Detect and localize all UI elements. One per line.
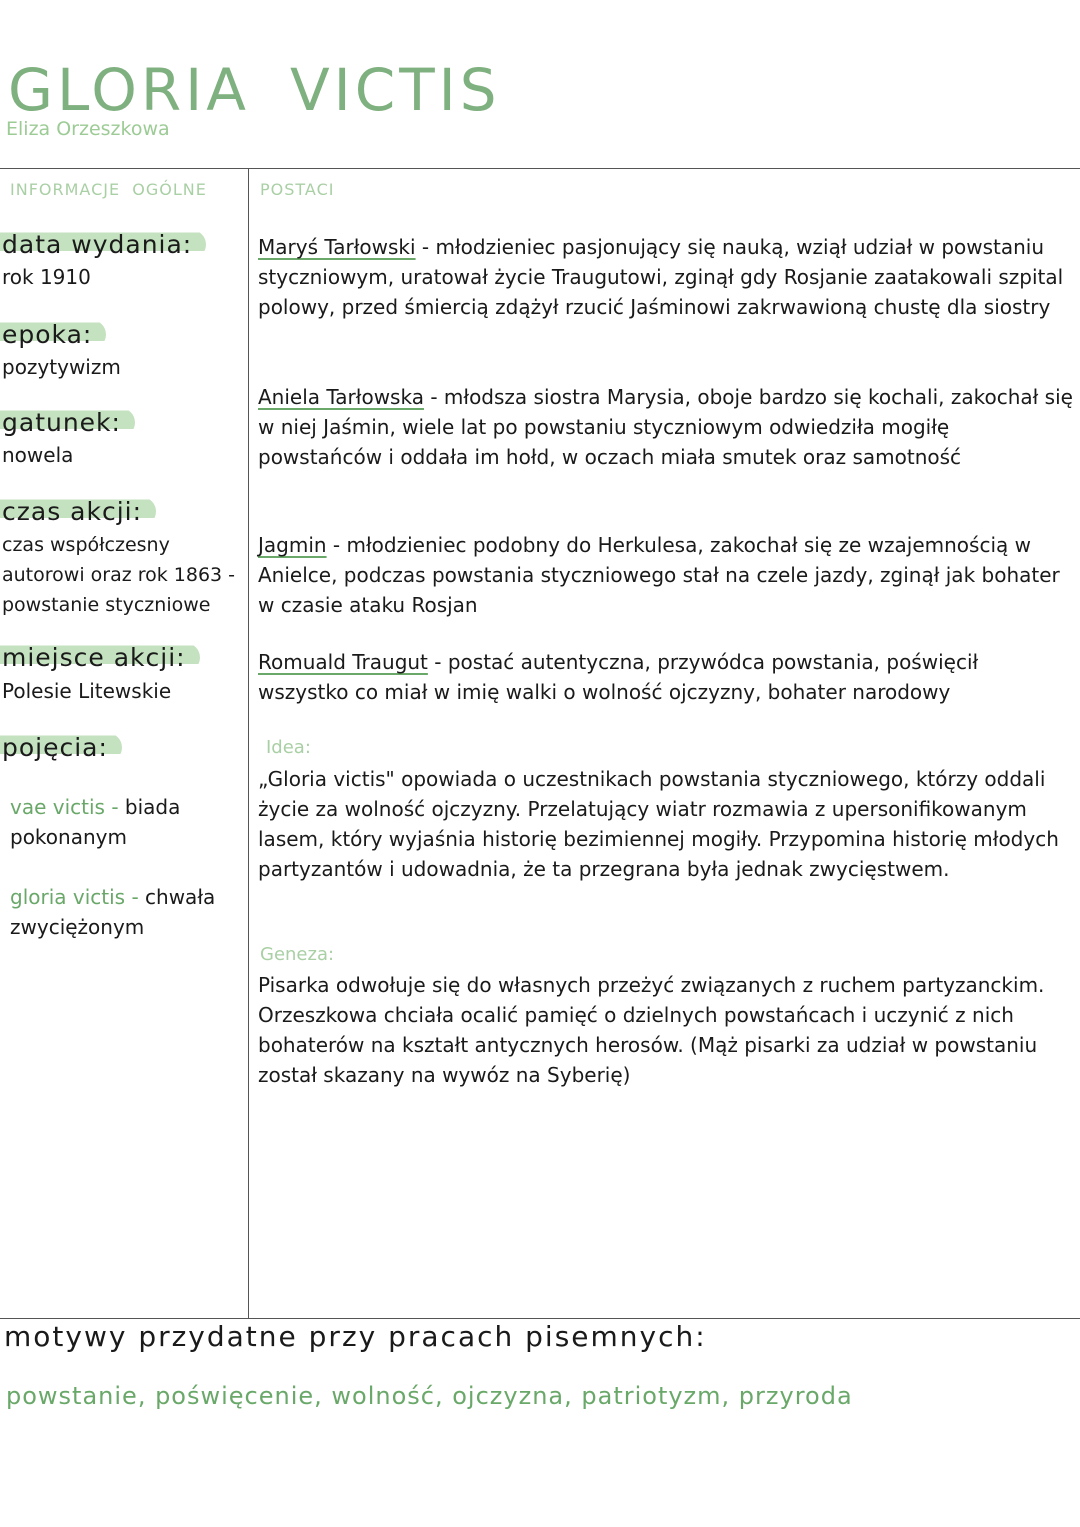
info-label-release-date: data wydania: [0, 230, 206, 259]
character-description: - młodzieniec pasjonujący się nauką, wziął udział w powstaniu styczniowym, uratował życie Traugutowi, zginął gdy Rosjanie zaatakowali szpital polowy, przed śmiercią zdążył rzucić Jaśminowi zakrwawioną chustę dla siostry [258, 235, 1064, 319]
title-word-2: VICTIS [289, 56, 501, 124]
character-aniela-tarlowska [258, 382, 1074, 472]
info-value-action-time: czas współczesny autorowi oraz rok 1863 -powstanie styczniowe [2, 534, 236, 616]
page-title [8, 56, 501, 124]
term-name: gloria victis [10, 885, 126, 909]
character-description: - młodzieniec podobny do Herkulesa, zakochał się ze wzajemnością w Anielce, podczas powstania styczniowego stał na czele jazdy, zginął jak bohater w czasie ataku Rosjan [258, 533, 1060, 617]
character-name: Jagmin [258, 533, 327, 557]
info-label-concepts: pojęcia: [0, 733, 122, 762]
character-name: Aniela Tarłowska [258, 385, 424, 409]
term-separator: - [125, 885, 146, 909]
right-column-heading: POSTACI [260, 180, 335, 199]
term-vae-victis [10, 792, 248, 852]
character-name: Romuald Traugut [258, 650, 428, 674]
term-meaning: biada pokonanym [10, 795, 181, 849]
idea-text: „Gloria victis" opowiada o uczestnikach powstania styczniowego, którzy oddali życie za wolność ojczyzny. Przelatujący wiatr rozmawia z upersonifikowanym lasem, który wyjaśnia historię bezimiennej mogiły. Przypomina historię młodych partyzantów i udowadnia, że ta przegrana była jednak zwycięstwem. [258, 767, 1059, 881]
genesis-text: Pisarka odwołuje się do własnych przeżyć związanych z ruchem partyzanckim. Orzeszkowa chciała ocalić pamięć o dzielnych powstańcach i uczynić z nich bohaterów na kształt antycznych herosów. (Mąż pisarki za udział w powstaniu został skazany na wywóz na Syberię) [258, 973, 1045, 1087]
motifs-list: powstanie, poświęcenie, wolność, ojczyzna, patriotyzm, przyroda [6, 1382, 853, 1410]
character-jagmin [258, 530, 1074, 620]
author: Eliza Orzeszkowa [6, 118, 170, 140]
term-gloria-victis [10, 882, 248, 942]
character-name: Maryś Tarłowski [258, 235, 416, 259]
genesis-heading: Geneza: [260, 944, 335, 965]
info-value-epoch: pozytywizm [2, 355, 121, 379]
info-label-epoch: epoka: [0, 320, 106, 349]
info-value-action-place: Polesie Litewskie [2, 679, 172, 703]
info-value-genre: nowela [2, 443, 74, 467]
character-marys-tarlowski [258, 232, 1074, 322]
top-divider [0, 168, 1080, 169]
column-divider [248, 168, 249, 1318]
term-name: vae victis [10, 795, 105, 819]
info-label-action-time: czas akcji: [0, 497, 156, 526]
term-meaning: chwała zwyciężonym [10, 885, 216, 939]
character-description: - młodsza siostra Marysia, oboje bardzo się kochali, zakochał się w niej Jaśmin, wiele lat po powstaniu styczniowym odwiedziła mogiłę powstańców i oddała im hołd, w oczach miała smutek oraz samotność [258, 385, 1073, 469]
character-description: - postać autentyczna, przywódca powstania, poświęcił wszystko co miał w imię walki o wolność ojczyzny, bohater narodowy [258, 650, 979, 704]
character-romuald-traugut [258, 647, 1074, 707]
info-label-genre: gatunek: [0, 408, 135, 437]
info-value-release-date: rok 1910 [2, 265, 91, 289]
bottom-divider [0, 1318, 1080, 1319]
left-column-heading: INFORMACJE OGÓLNE [10, 180, 207, 199]
title-word-1: GLORIA [8, 56, 250, 124]
info-label-action-place: miejsce akcji: [0, 643, 200, 672]
motifs-title: motywy przydatne przy pracach pisemnych: [4, 1320, 707, 1353]
idea-heading: Idea: [266, 737, 311, 758]
term-separator: - [104, 795, 125, 819]
